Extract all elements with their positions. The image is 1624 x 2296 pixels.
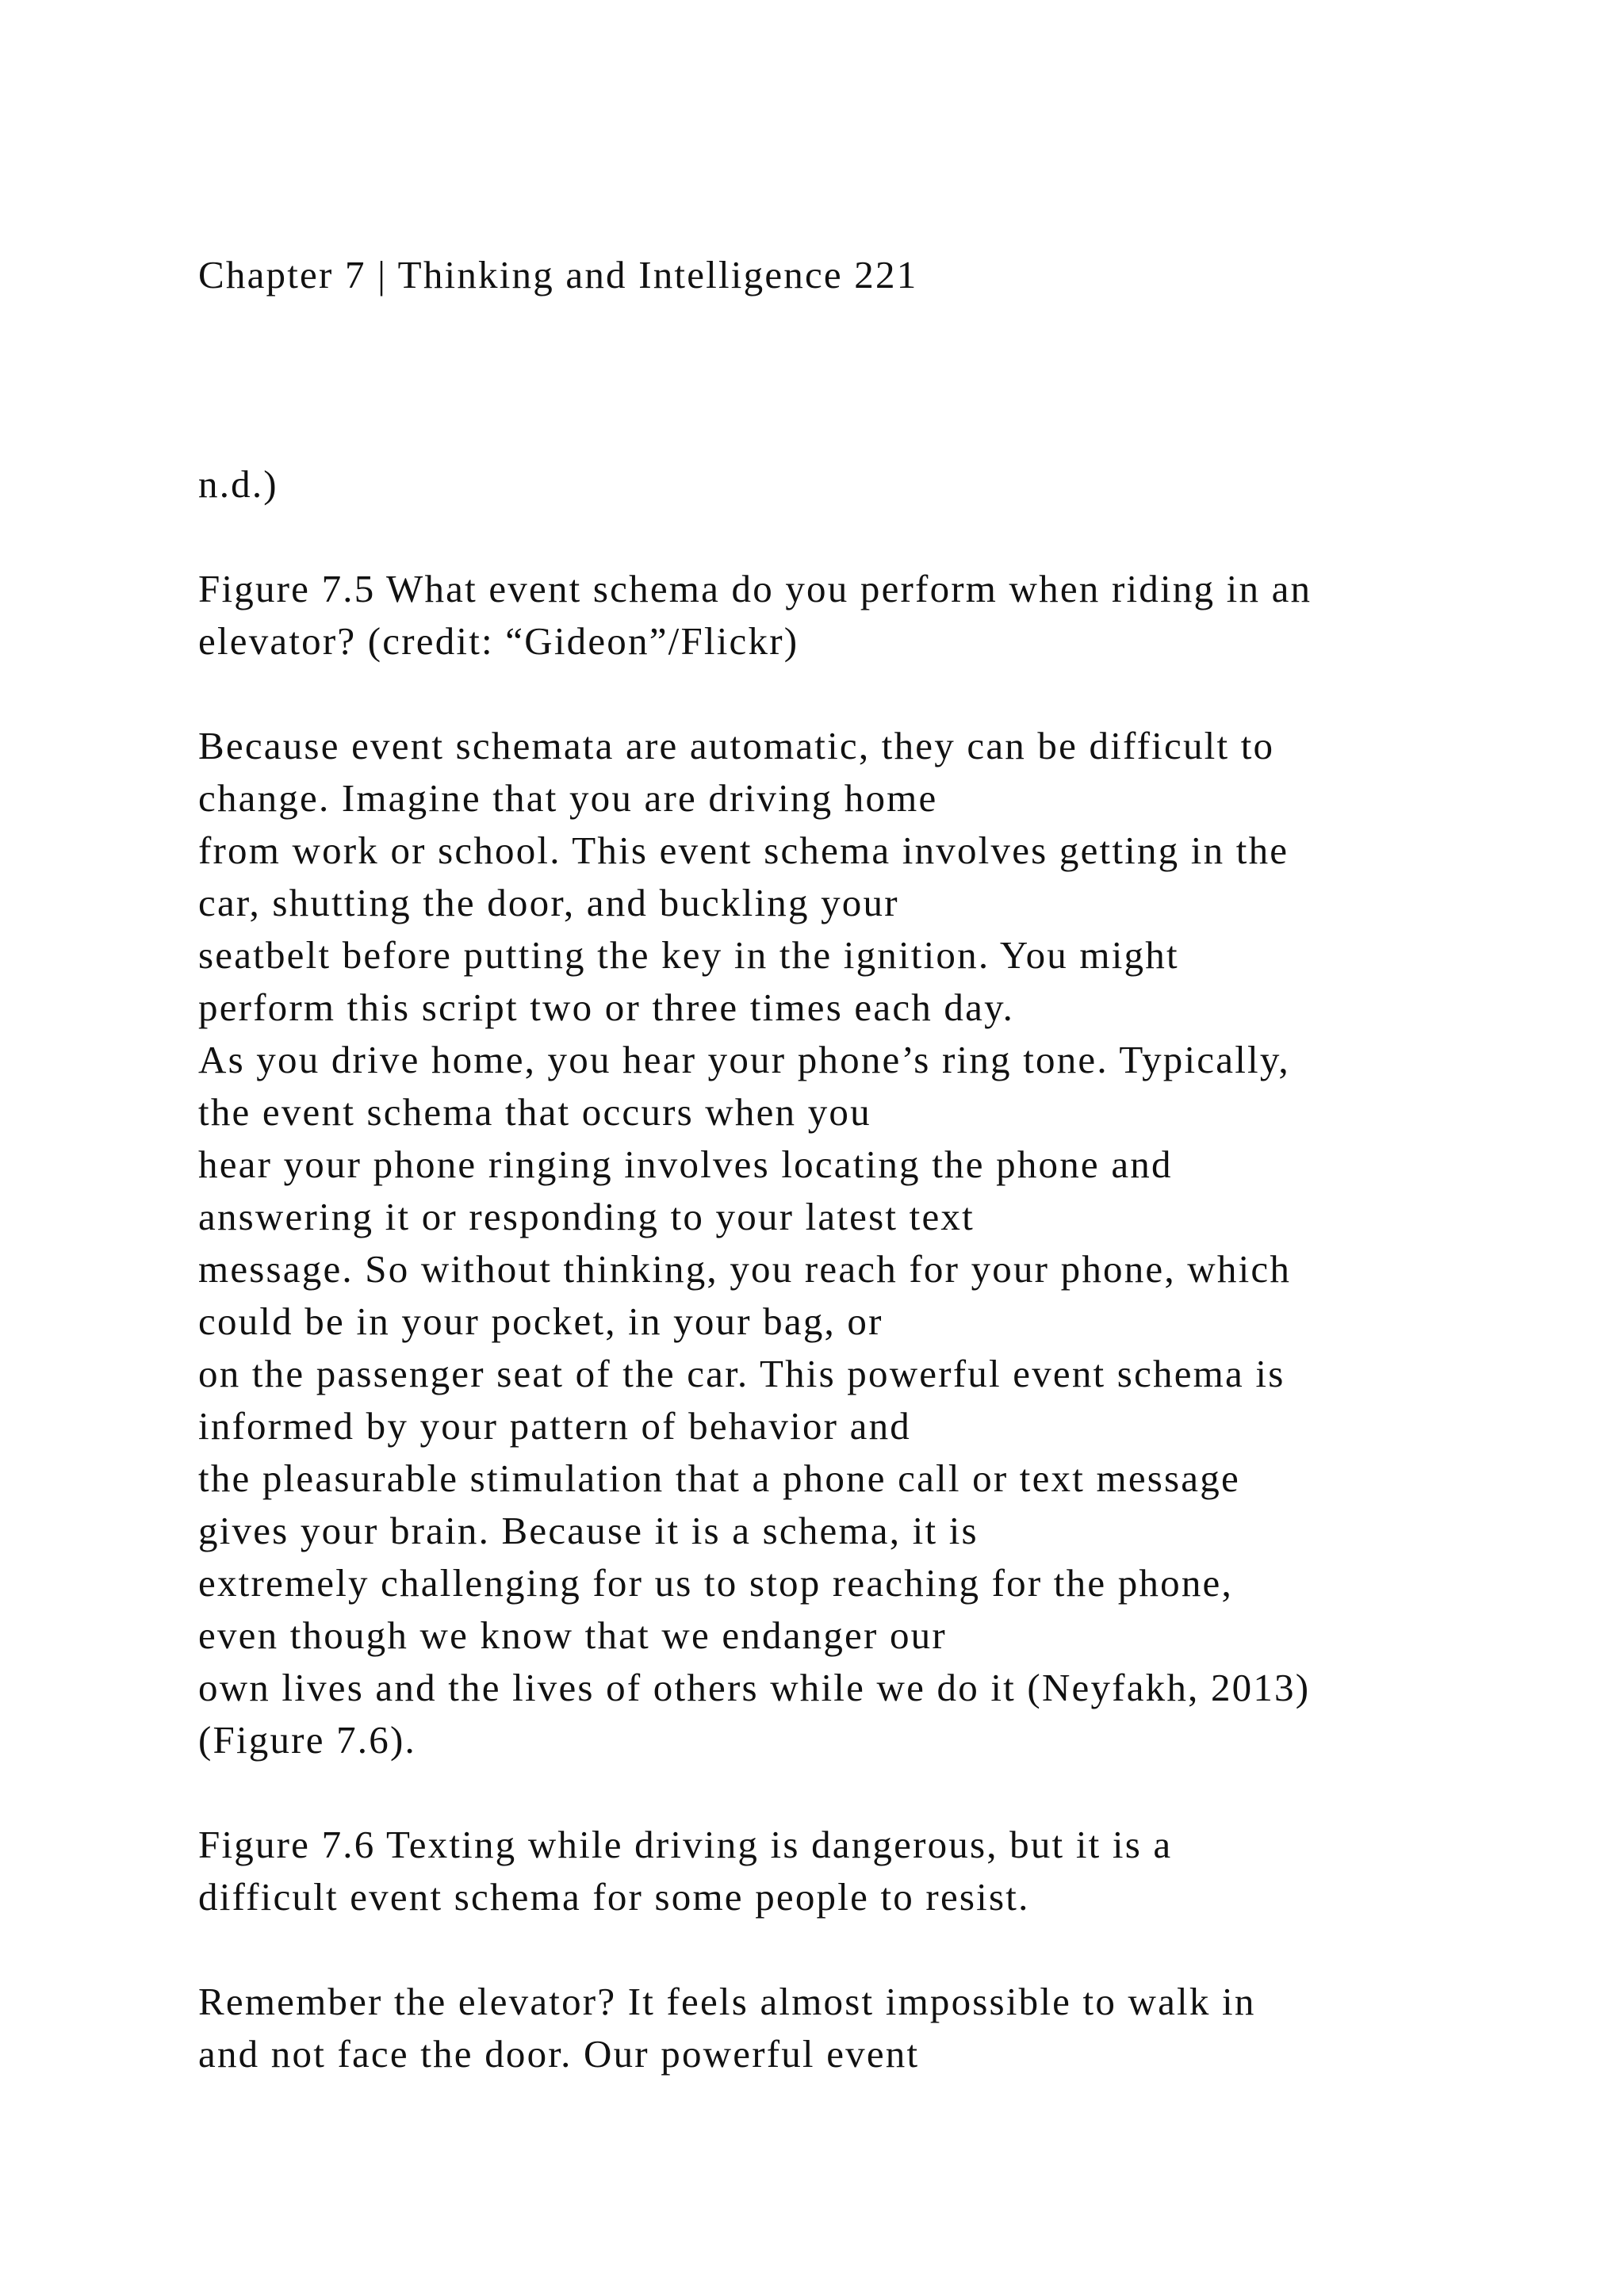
- citation-fragment: n.d.): [198, 462, 278, 506]
- paragraph-line: on the passenger seat of the car. This powerful event schema is: [198, 1352, 1285, 1395]
- paragraph-line: own lives and the lives of others while we do it (Neyfakh, 2013): [198, 1666, 1311, 1709]
- paragraph-line: (Figure 7.6).: [198, 1718, 416, 1762]
- paragraph-line: As you drive home, you hear your phone’s ring tone. Typically,: [198, 1038, 1290, 1081]
- paragraph-line: perform this script two or three times each day.: [198, 985, 1015, 1029]
- paragraph-line: message. So without thinking, you reach for your phone, which: [198, 1247, 1292, 1291]
- paragraph-line: hear your phone ringing involves locating the phone and: [198, 1142, 1173, 1186]
- paragraph-line: from work or school. This event schema involves getting in the: [198, 828, 1289, 872]
- paragraph-line: and not face the door. Our powerful event: [198, 2032, 920, 2076]
- paragraph-line: informed by your pattern of behavior and: [198, 1404, 911, 1448]
- paragraph-line: could be in your pocket, in your bag, or: [198, 1299, 883, 1343]
- paragraph-line: extremely challenging for us to stop reaching for the phone,: [198, 1561, 1233, 1605]
- caption-line: elevator? (credit: “Gideon”/Flickr): [198, 619, 799, 663]
- caption-line: difficult event schema for some people to resist.: [198, 1875, 1030, 1919]
- paragraph-line: Remember the elevator? It feels almost impossible to walk in: [198, 1980, 1256, 2023]
- paragraph-line: even though we know that we endanger our: [198, 1613, 947, 1657]
- chapter-header: Chapter 7 | Thinking and Intelligence 221: [198, 253, 918, 297]
- paragraph-line: Because event schemata are automatic, they can be difficult to: [198, 724, 1275, 767]
- paragraph-line: the pleasurable stimulation that a phone call or text message: [198, 1456, 1240, 1500]
- paragraph-line: gives your brain. Because it is a schema, it is: [198, 1509, 979, 1552]
- paragraph-line: seatbelt before putting the key in the ignition. You might: [198, 933, 1179, 977]
- paragraph-line: change. Imagine that you are driving home: [198, 776, 938, 820]
- paragraph-line: car, shutting the door, and buckling your: [198, 881, 899, 924]
- paragraph-line: answering it or responding to your latest text: [198, 1195, 975, 1238]
- paragraph-line: the event schema that occurs when you: [198, 1090, 871, 1134]
- caption-line: Figure 7.6 Texting while driving is dangerous, but it is a: [198, 1823, 1173, 1866]
- caption-line: Figure 7.5 What event schema do you perform when riding in an: [198, 567, 1312, 610]
